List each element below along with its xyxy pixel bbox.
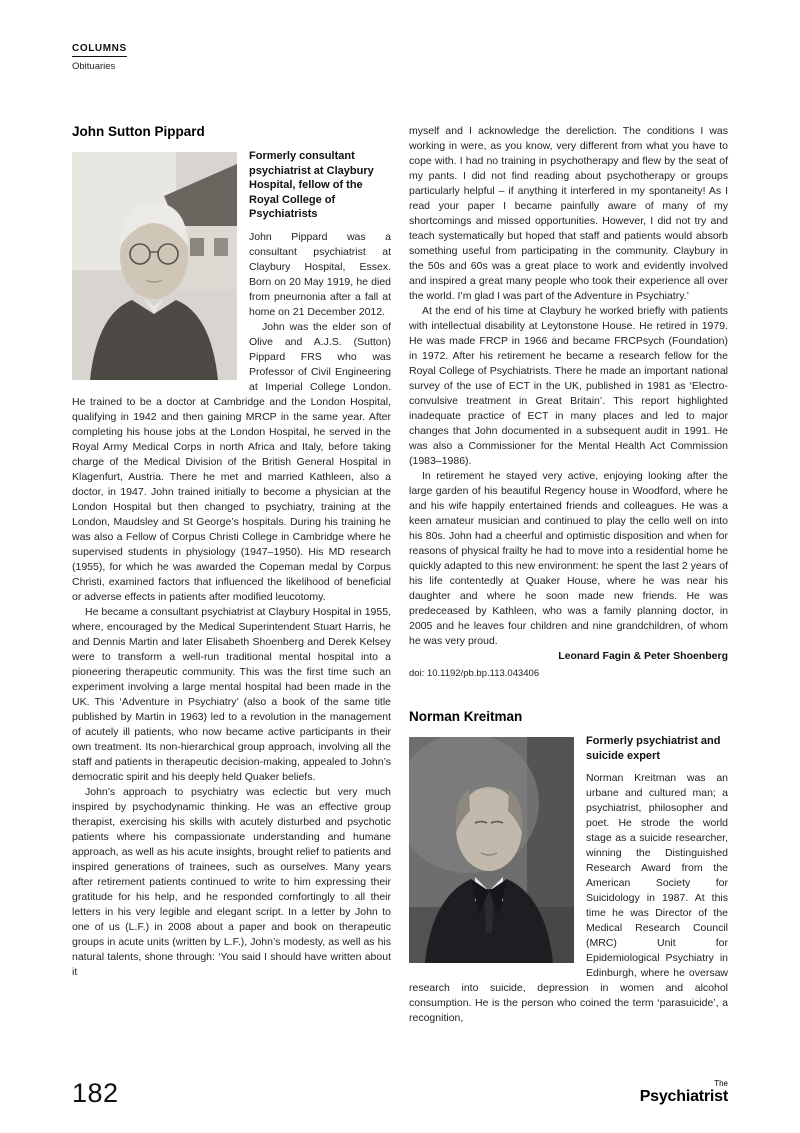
pippard-intro-paragraph: John Pippard was a consultant psychiatrist at Claybury Hospital, Essex. Born on 20 May 1919, he died from pneumonia after a fall at home on 21 December 2012. (249, 230, 391, 318)
content-columns (72, 124, 728, 1026)
section-label: COLUMNS (72, 43, 127, 57)
pippard-portrait-illustration (72, 152, 237, 380)
obituary-title-pippard: John Sutton Pippard (72, 124, 205, 139)
pippard-retirement-paragraph: In retirement he stayed very active, enjoying looking after the large garden of his beautiful Regency house in Woodford, where he and his wife happily entertained friends and colleagues. He was a keen amateur musician and continued to play the cello well on into his 80s. John had a cheerful and optimistic disposition and when for reasons of physical frailty he had to move into a residential home he quickly adapted to this new environment: he spent the last 2 years of his life contentedly at Quaker House, where he was near his daughter and where he soon made new friends. He was predeceased by Kathleen, who was a family planning doctor, in 2005 and he leaves four children and nine grandchildren, of whom he was very proud. (409, 470, 728, 647)
pippard-later-career-paragraph: At the end of his time at Claybury he worked briefly with patients with intellectual disability at Leytonstone House. He retired in 1979. He was made FRCP in 1966 and became FRCPsych (Foundation) in 1972. After his retirement he became a research fellow for the Royal College of Psychiatrists. There he made an important national survey of the use of ECT in the UK, published in 1981 as ‘Electro-convulsive treatment in Great Britain’. This report highlighted inadequate practice of ECT in many places and led to major changes that John documented in a subsequent audit in 1991. He was also a Commissioner for the Mental Health Act Commission (1983–1986). (409, 305, 728, 467)
page-header (72, 38, 728, 72)
pippard-role-heading: Formerly consultant psychiatrist at Claybury Hospital, fellow of the Royal College of Psychiatrists (249, 150, 374, 220)
page-footer (72, 1080, 728, 1107)
kreitman-portrait-illustration (409, 737, 574, 963)
page-number: 182 (72, 1078, 119, 1108)
obituary-title-kreitman: Norman Kreitman (409, 709, 523, 724)
journal-logo-name: Psychiatrist (639, 1088, 728, 1105)
kreitman-intro-paragraph: Norman Kreitman was an urbane and cultured man; a psychiatrist, philosopher and poet. He strode the world stage as a suicide researcher, winning the Distinguished Research Award from the American Society for Suicidology in 1987. At this time he was Director of the Medical Research Council (MRC) Unit for Epidemiological Psychiatry in Edinburgh, where he oversaw research into suicide, depression in women and alcohol consumption. He is the person who coined the term ‘parasuicide’, a recognition, (409, 772, 728, 1024)
pippard-portrait-photo (72, 152, 237, 380)
pippard-family-paragraph: John was the elder son of Olive and A.J.S. (Sutton) Pippard FRS who was Professor of Civil Engineering at Imperial College London. He trained to be a doctor at Cambridge and the London Hospital, qualifying in 1942 and then gaining MRCP in the same year. After completing his house jobs at the London Hospital, he served in the Royal Army Medical Corps in north Africa and Italy, before taking charge of the Medical Division of the British General Hospital in Klagenfurt, Austria. There he met and married Kathleen, also a doctor, in 1947. John trained initially to become a physician at the London Hospital but then changed to psychiatry, training at the London, Maudsley and St George’s hospitals. During his training he was also a Fellow of Corpus Christi College in Cambridge where he supervised students in physiology (1947–1950). His MD research (1955), for which he was awarded the Copeman medal by Corpus Christi, examined factors that influenced the likelihood of beneficial or adverse effects in patients after modified leucotomy. (72, 320, 391, 603)
pippard-authors-byline: Leonard Fagin & Peter Shoenberg (558, 650, 728, 662)
journal-logo-the: The (714, 1079, 728, 1088)
subsection-label: Obituaries (72, 61, 116, 72)
pippard-claybury-paragraph: He became a consultant psychiatrist at Claybury Hospital in 1955, where, encouraged by the Medical Superintendent Stuart Harris, he and Dennis Martin and later Elisabeth Shoenberg and Derek Kelsey were to transform a well-run traditional mental hospital into a pioneering therapeutic community. This was the first time such an experiment involving a large mental hospital had been made in the UK. This ‘Adventure in Psychiatry’ (also a book of the same title published by Martin in 1963) led to a revolution in the management of acutely ill patients, who now became active participants in their own treatment. Its non-hierarchical group approach, involving all the staff and patients in therapeutic decision-making, appealed to John’s democratic spirit and his deeply held Quaker beliefs. (72, 605, 391, 783)
pippard-letter-continuation-paragraph: myself and I acknowledge the dereliction. The conditions I was working in were, as you know, very different from what you have to cope with. I had no training in psychotherapy and flew by the seat of my pants. I did not find reading about psychotherapy or groups particularly helpful – if anything it interfered in my spontaneity! As I read your paper I became painfully aware of many of my shortcomings and missed opportunities. However, I did not try and teach systematically but hoped that staff and patients would absorb something useful from participating in the community. Claybury in the 50s and 60s was a great place to work and evidently involved and inspired a great many people who took their experience all over the world. I’m glad I was part of the Adventure in Psychiatry.’ (409, 125, 728, 302)
right-column (409, 124, 728, 1026)
left-column (72, 124, 391, 1026)
journal-logo (640, 1080, 728, 1105)
pippard-letter-paragraph: John’s approach to psychiatry was eclectic but very much inspired by psychodynamic thinking. He was an effective group therapist, exercising his skills with acutely disturbed and psychotic patients where his compassionate understanding and humane approach, as well as his acute insights, brought relief to patients and inspired generations of trainees, such as ourselves. Many years after retirement patients continued to write to him expressing their gratitude for his help, and he responded comfortingly to all their letters in his very legible and elegant script. In a letter by John to one of us (L.F.) in 2008 about a paper and book on therapeutic groups in acute units (written by L.F.), John’s modesty, as well as his natural talents, shone through: ‘You said I should have written about it (72, 785, 391, 978)
kreitman-role-heading: Formerly psychiatrist and suicide expert (586, 735, 721, 762)
kreitman-portrait-photo (409, 737, 574, 963)
pippard-doi: doi: 10.1192/pb.bp.113.043406 (409, 668, 540, 679)
